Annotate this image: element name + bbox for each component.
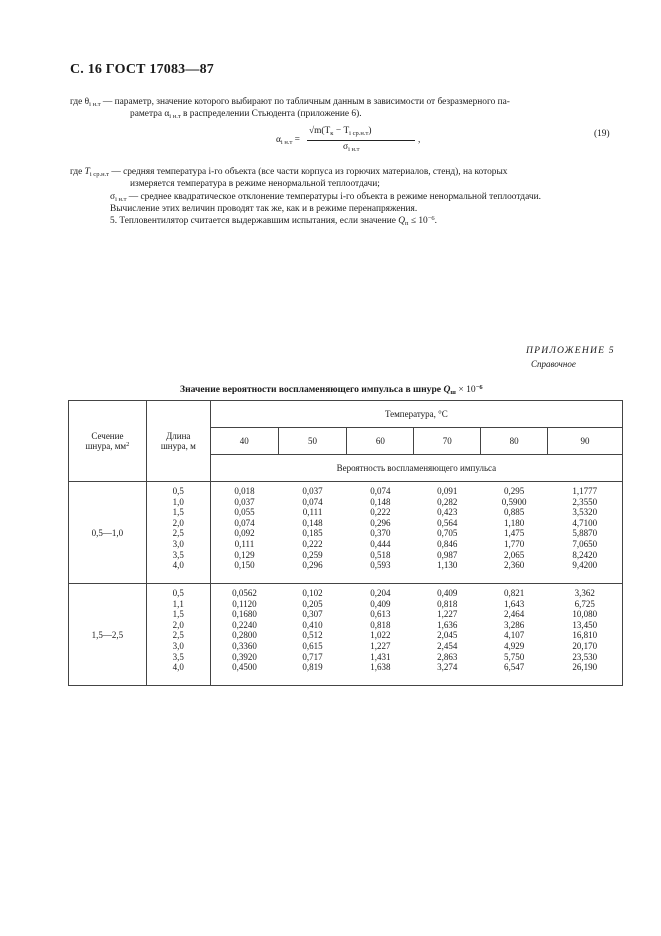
length-value: 1,0 [172,496,184,507]
probability-value: 0,5900 [501,496,527,507]
probability-value: 0,518 [370,549,391,560]
formula-num-b: − T [335,126,350,136]
value-cell-60 [347,482,414,584]
probability-value: 2,360 [504,560,525,571]
length-value: 2,0 [172,517,184,528]
probability-value: 0,074 [234,517,255,528]
probability-value: 1,227 [370,640,391,651]
value-cell-50 [278,584,347,686]
section-cell: 0,5—1,0 [69,482,147,584]
probability-value: 13,450 [572,619,598,630]
probability-value: 0,409 [370,598,391,609]
section-cell: 1,5—2,5 [69,584,147,686]
header-length [146,401,210,482]
value-cell-40 [210,482,278,584]
appendix-subtitle: Справочное [531,359,576,369]
probability-value: 0,819 [302,662,323,673]
probability-value: 1,180 [504,517,525,528]
para2-line5-a: 5. Тепловентилятор считается выдержавшим испытания, если значение [110,216,396,226]
appendix-title: ПРИЛОЖЕНИЕ 5 [526,345,615,356]
probability-value: 9,4200 [572,560,598,571]
probability-value: 0,1120 [232,598,257,609]
probability-value: 0,018 [234,486,255,496]
value-cell-70 [414,584,481,686]
table-title-mult: × 10 [458,384,476,395]
value-cell-60 [347,584,414,686]
probability-value: 3,286 [504,619,525,630]
length-cell [146,482,210,584]
para2-sigma: σ [110,192,116,202]
table-title-exp: −6 [475,384,483,391]
length-value: 3,5 [172,651,184,662]
probability-value: 3,362 [574,588,595,598]
probability-value: 0,074 [302,496,323,507]
length-value: 4,0 [172,662,184,673]
probability-value: 0,205 [302,598,323,609]
para2-line5-exp: −6 [427,215,435,222]
probability-value: 0,282 [437,496,458,507]
length-value: 4,0 [172,560,184,571]
table-row-group-2 [69,584,623,686]
value-cell-70 [414,482,481,584]
probability-value: 2,863 [437,651,458,662]
probability-value: 0,259 [302,549,323,560]
probability-value: 0,846 [437,538,458,549]
value-cell-90 [548,584,623,686]
fraction-bar [307,140,415,141]
probability-value: 0,370 [370,528,391,539]
probability-value: 1,636 [437,619,458,630]
formula-num-sub: i ср.н.т [349,130,369,137]
probability-value: 0,885 [504,507,525,518]
para2-line5 [110,215,437,228]
para1-line2-a: раметра [130,109,163,119]
para2-sigma-sub: i н.т [115,196,127,203]
probability-value: 0,444 [370,538,391,549]
header-length-a: Длина [166,431,191,441]
header-temp-90: 90 [548,428,623,455]
value-cell-80 [481,584,548,686]
formula-sigma-sub: i н.т [348,146,360,153]
probability-value: 0,074 [370,486,391,496]
para2-line5-end: . [434,216,437,226]
probability-value: 0,111 [234,538,255,549]
probability-value: 4,107 [504,630,525,641]
length-value: 2,5 [172,528,184,539]
probability-value: 0,705 [437,528,458,539]
probability-value: 4,929 [504,640,525,651]
probability-value: 0,307 [302,609,323,620]
formula-equals: = [294,135,300,145]
probability-value: 0,111 [302,507,323,518]
probability-value: 2,045 [437,630,458,641]
formula-numerator [309,126,371,136]
probability-value: 1,770 [504,538,525,549]
probability-value: 0,410 [302,619,323,630]
length-value: 1,5 [172,609,184,620]
probability-value: 0,615 [302,640,323,651]
header-temp-70: 70 [414,428,481,455]
para1-line2 [130,108,362,121]
header-section-sup: 2 [126,441,130,448]
formula-number: (19) [594,129,610,139]
probability-value: 0,987 [437,549,458,560]
para2-line2: измеряется температура в режиме ненормальной теплоотдачи; [130,179,380,189]
para1-theta-sub: i н.т [89,101,101,108]
probability-value: 6,725 [574,598,595,609]
formula-fraction [305,126,425,160]
probability-value: 0,204 [370,588,391,598]
probability-value: 0,222 [302,538,323,549]
para1-line2-b: в распределении Стьюдента (приложение 6). [183,109,362,119]
length-value: 1,1 [172,598,184,609]
probability-value: 0,818 [437,598,458,609]
para1-alpha: α [164,109,170,119]
probability-value: 0,2800 [232,630,257,641]
probability-value: 6,547 [504,662,525,673]
length-value: 3,5 [172,549,184,560]
probability-value: 7,0650 [572,538,598,549]
probability-value: 0,295 [504,486,525,496]
probability-value: 8,2420 [572,549,598,560]
probability-value: 0,818 [370,619,391,630]
length-value: 3,0 [172,640,184,651]
length-value: 1,5 [172,507,184,518]
probability-value: 0,296 [370,517,391,528]
probability-value: 0,512 [302,630,323,641]
probability-value: 26,190 [572,662,598,673]
formula-lhs [276,134,300,147]
length-value: 0,5 [172,588,184,598]
probability-value: 0,3920 [232,651,257,662]
probability-value: 0,222 [370,507,391,518]
probability-value: 0,613 [370,609,391,620]
formula-sigma: σ [343,142,349,152]
formula-alpha: α [276,135,281,145]
probability-value: 16,810 [572,630,598,641]
probability-value: 5,750 [504,651,525,662]
probability-value: 10,080 [572,609,598,620]
para2-line5-qsub: п [405,220,409,227]
probability-value: 0,3360 [232,640,257,651]
probability-value: 3,5320 [572,507,598,518]
probability-value: 2,464 [504,609,525,620]
formula-num-c: ) [368,126,372,136]
header-probability: Вероятность воспламеняющего импульса [210,455,622,482]
header-temperature: Температура, °С [210,401,622,428]
header-temp-50: 50 [278,428,347,455]
table-title-qsub: ш [450,389,456,396]
header-temp-60: 60 [347,428,414,455]
probability-value: 0,2240 [232,619,257,630]
header-length-b: шнура, м [160,441,196,451]
header-section-b: шнура, мм [85,441,127,451]
probability-value: 0,148 [370,496,391,507]
table-row-group-1 [69,482,623,584]
header-section-a: Сечение [91,431,124,441]
header-temp-80: 80 [481,428,548,455]
probability-value: 1,475 [504,528,525,539]
probability-value: 23,530 [572,651,598,662]
para2-line3-rest: — среднее квадратическое отклонение температуры i-го объекта в режиме ненормальной теплоотдачи. [128,192,541,202]
probability-value: 0,091 [437,486,458,496]
probability-value: 0,423 [437,507,458,518]
probability-value: 0,150 [234,560,255,571]
probability-value: 0,129 [234,549,255,560]
probability-value: 0,4500 [232,662,257,673]
header-section [69,401,147,482]
probability-value: 0,037 [302,486,323,496]
probability-value: 0,148 [302,517,323,528]
value-cell-40 [210,584,278,686]
probability-value: 0,185 [302,528,323,539]
probability-value: 2,3550 [572,496,598,507]
value-cell-80 [481,482,548,584]
para2-prefix: где [70,167,83,177]
table-title-text: Значение вероятности воспламеняющего импульса в шнуре [180,384,442,395]
para2-line1-rest: — средняя температура i-го объекта (все части корпуса из горючих материалов, стенд), на которых [111,167,508,177]
para2-line5-b: ≤ 10 [410,216,428,226]
probability-value: 0,564 [437,517,458,528]
para1-prefix: где [70,97,83,107]
value-cell-50 [278,482,347,584]
probability-value: 3,274 [437,662,458,673]
probability-value: 0,055 [234,507,255,518]
probability-table [68,400,623,686]
probability-value: 0,821 [504,588,525,598]
probability-value: 4,7100 [572,517,598,528]
length-value: 2,5 [172,630,184,641]
probability-value: 1,638 [370,662,391,673]
length-value: 3,0 [172,538,184,549]
probability-value: 1,431 [370,651,391,662]
probability-value: 0,0562 [232,588,257,598]
probability-value: 0,717 [302,651,323,662]
para2-T-sub: i ср.н.т [89,171,110,178]
formula-num-k: к [330,130,334,137]
para2-T: T [84,167,90,177]
probability-value: 2,065 [504,549,525,560]
table-title-q: Q [443,384,451,395]
probability-value: 1,227 [437,609,458,620]
probability-value: 1,022 [370,630,391,641]
formula-alpha-sub: i н.т [280,139,293,146]
para2-line5-q: Q [398,216,406,226]
formula-num-a: √m(T [309,126,331,136]
probability-value: 0,092 [234,528,255,539]
probability-value: 0,296 [302,560,323,571]
table-title [180,384,483,395]
para1-theta: θ [84,97,90,107]
probability-value: 20,170 [572,640,598,651]
formula-denominator [343,142,359,152]
header-temp-40: 40 [210,428,278,455]
probability-value: 0,593 [370,560,391,571]
para1-line1-rest: — параметр, значение которого выбирают по табличным данным в зависимости от безразмерного па- [102,97,510,107]
probability-value: 0,037 [234,496,255,507]
page-header: С. 16 ГОСТ 17083—87 [70,62,214,77]
probability-value: 2,454 [437,640,458,651]
formula-tail: , [418,135,421,145]
probability-value: 1,643 [504,598,525,609]
length-cell [146,584,210,686]
para1-alpha-sub: i н.т [169,113,181,120]
probability-value: 0,409 [437,588,458,598]
value-cell-90 [548,482,623,584]
length-value: 2,0 [172,619,184,630]
probability-value: 1,1777 [572,486,598,496]
length-value: 0,5 [172,486,184,496]
probability-value: 5,8870 [572,528,598,539]
probability-value: 0,1680 [232,609,257,620]
probability-value: 1,130 [437,560,458,571]
para2-line4: Вычисление этих величин проводят так же, как и в режиме перенапряжения. [110,204,418,214]
probability-value: 0,102 [302,588,323,598]
